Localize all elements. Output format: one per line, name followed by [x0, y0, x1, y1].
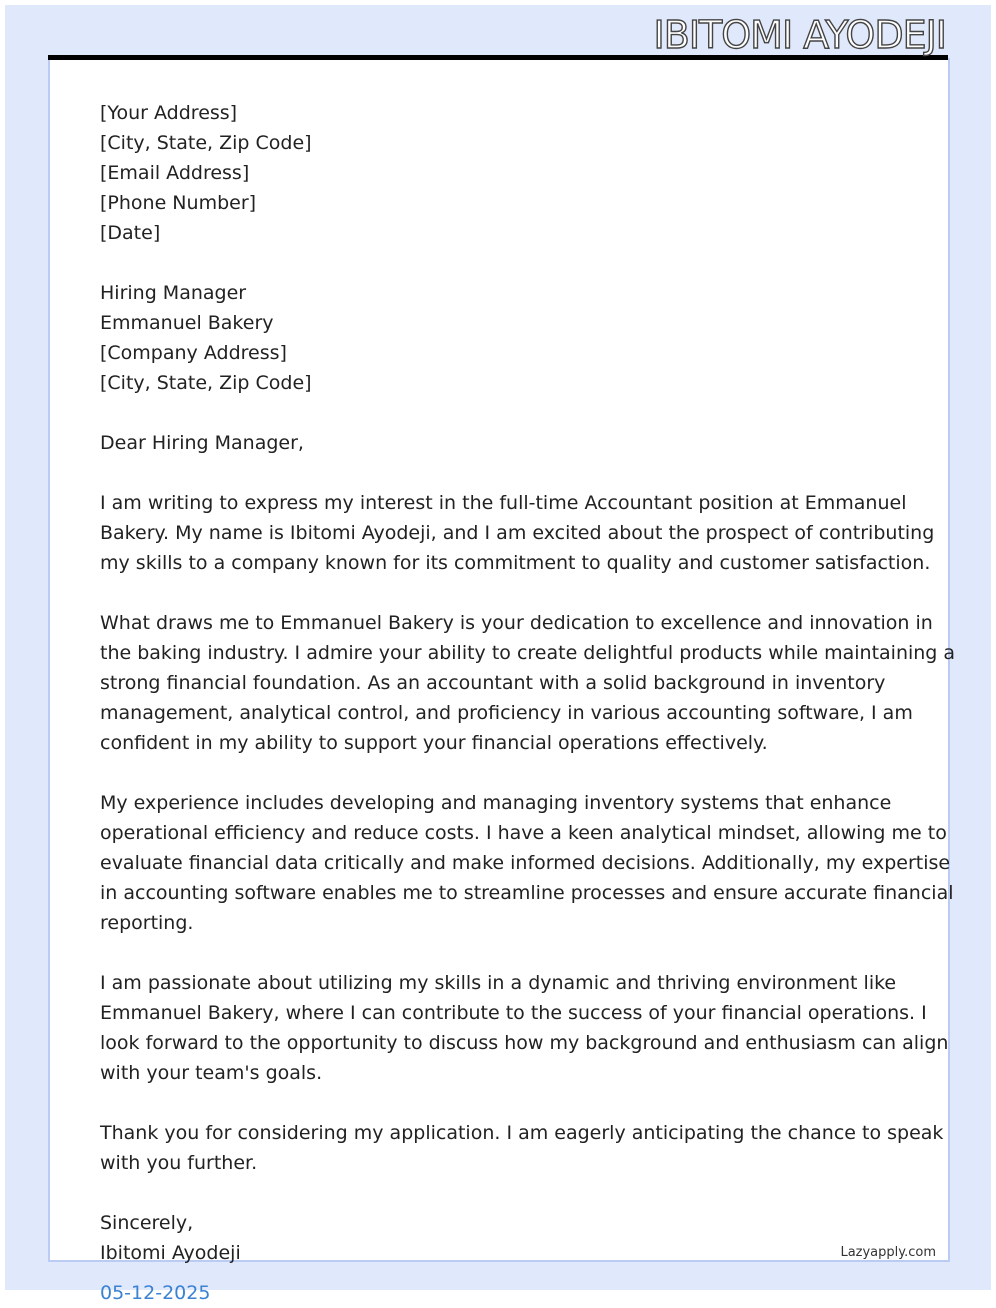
paragraph-line: Thank you for considering my application. I am eagerly anticipating the chance to speak [100, 1122, 944, 1144]
paragraph-line: My experience includes developing and managing inventory systems that enhance [100, 792, 892, 814]
sender-city: [City, State, Zip Code] [100, 132, 312, 154]
paragraph-line: my skills to a company known for its commitment to quality and customer satisfaction. [100, 552, 931, 574]
paragraph-line: with you further. [100, 1152, 258, 1174]
sender-email: [Email Address] [100, 162, 250, 184]
paragraph-line: with your team's goals. [100, 1062, 323, 1084]
paragraph-5 [100, 1118, 944, 1178]
paragraph-line: I am writing to express my interest in the full-time Accountant position at Emmanuel [100, 492, 907, 514]
recipient-company: Emmanuel Bakery [100, 312, 274, 334]
paragraph-4 [100, 968, 949, 1088]
paragraph-line: evaluate financial data critically and make informed decisions. Additionally, my expertise [100, 852, 951, 874]
paragraph-line: strong financial foundation. As an accountant with a solid background in inventory [100, 672, 886, 694]
paragraph-line: Bakery. My name is Ibitomi Ayodeji, and I am excited about the prospect of contributing [100, 522, 935, 544]
recipient-address: [Company Address] [100, 342, 287, 364]
sender-address: [Your Address] [100, 102, 238, 124]
salutation: Dear Hiring Manager, [100, 432, 304, 454]
paragraph-line: I am passionate about utilizing my skills in a dynamic and thriving environment like [100, 972, 897, 994]
watermark: Lazyapply.com [840, 1245, 936, 1260]
paragraph-line: in accounting software enables me to streamline processes and ensure accurate financial [100, 882, 954, 904]
recipient-title: Hiring Manager [100, 282, 247, 304]
signature: Ibitomi Ayodeji [100, 1242, 241, 1264]
recipient-city: [City, State, Zip Code] [100, 372, 312, 394]
paragraph-line: operational efficiency and reduce costs. I have a keen analytical mindset, allowing me to [100, 822, 947, 844]
paragraph-line: the baking industry. I admire your ability to create delightful products while maintaining a [100, 642, 956, 664]
paragraph-3 [100, 788, 954, 938]
paragraph-line: confident in my ability to support your financial operations effectively. [100, 732, 768, 754]
paragraph-line: What draws me to Emmanuel Bakery is your dedication to excellence and innovation in [100, 612, 933, 634]
paragraph-line: reporting. [100, 912, 194, 934]
closing: Sincerely, [100, 1212, 194, 1234]
paragraph-1 [100, 488, 935, 578]
paragraph-line: look forward to the opportunity to discuss how my background and enthusiasm can align [100, 1032, 949, 1054]
paragraph-2 [100, 608, 956, 758]
applicant-name-header: IBITOMI AYODEJI [653, 13, 946, 57]
paragraph-line: management, analytical control, and proficiency in various accounting software, I am [100, 702, 913, 724]
sender-phone: [Phone Number] [100, 192, 257, 214]
date-stamp: 05-12-2025 [100, 1282, 211, 1304]
cover-letter-body [100, 98, 956, 1268]
paragraph-line: Emmanuel Bakery, where I can contribute to the success of your financial operations. I [100, 1002, 927, 1024]
sender-date: [Date] [100, 222, 161, 244]
